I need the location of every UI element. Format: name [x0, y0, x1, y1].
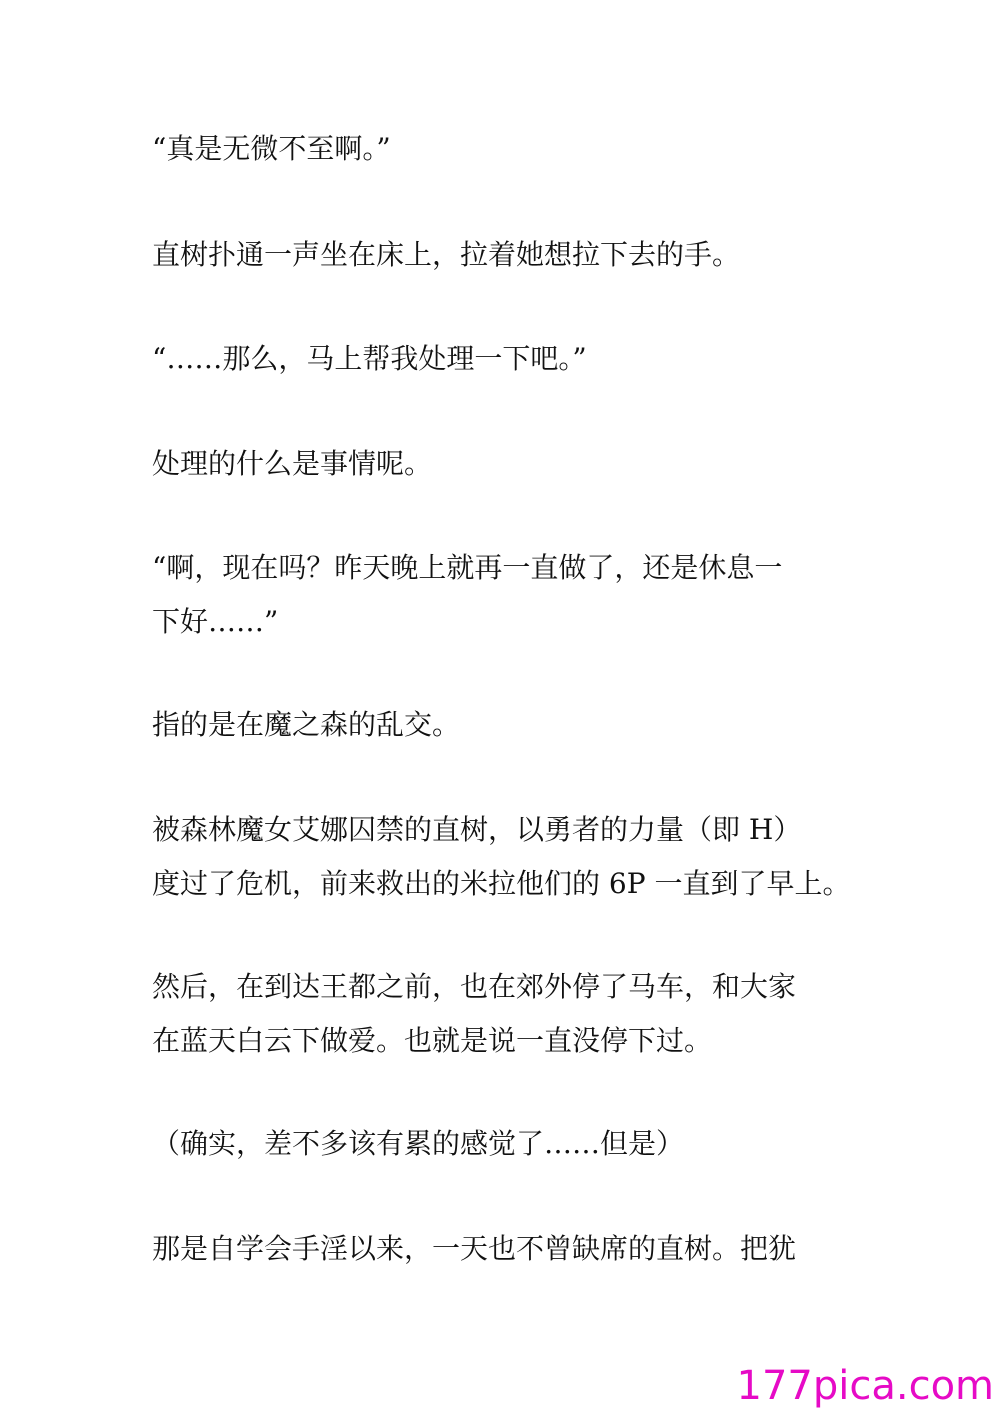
text-line: 处理的什么是事情呢。: [152, 447, 433, 480]
text-line: 指的是在魔之森的乱交。: [152, 708, 461, 741]
text-line: 度过了危机，前来救出的米拉他们的 6P 一直到了早上。: [152, 867, 851, 900]
paragraph-8: [152, 960, 872, 1068]
paragraph-4: [152, 437, 872, 491]
paragraph-9: [152, 1117, 872, 1171]
paragraph-6: [152, 698, 872, 752]
paragraph-5: [152, 541, 872, 649]
text-line: “啊，现在吗？昨天晚上就再一直做了，还是休息一: [152, 551, 783, 584]
text-line: 在蓝天白云下做爱。也就是说一直没停下过。: [152, 1024, 713, 1057]
text-line: 然后，在到达王都之前，也在郊外停了马车，和大家: [152, 970, 797, 1003]
paragraph-7: [152, 803, 872, 911]
watermark-text: 177pica.com: [736, 1363, 994, 1409]
text-line: 那是自学会手淫以来，一天也不曾缺席的直树。把犹: [152, 1232, 797, 1265]
text-line: 直树扑通一声坐在床上，拉着她想拉下去的手。: [152, 238, 741, 271]
text-line: “……那么，马上帮我处理一下吧。”: [152, 342, 587, 375]
paragraph-2: [152, 228, 872, 282]
text-line: （确实，差不多该有累的感觉了……但是）: [152, 1127, 685, 1160]
text-line: 被森林魔女艾娜囚禁的直树，以勇者的力量（即 H）: [152, 813, 802, 846]
paragraph-1: [152, 122, 872, 176]
paragraph-3: [152, 332, 872, 386]
text-line: “真是无微不至啊。”: [152, 132, 391, 165]
text-line: 下好……”: [152, 605, 279, 638]
paragraph-10: [152, 1222, 872, 1276]
